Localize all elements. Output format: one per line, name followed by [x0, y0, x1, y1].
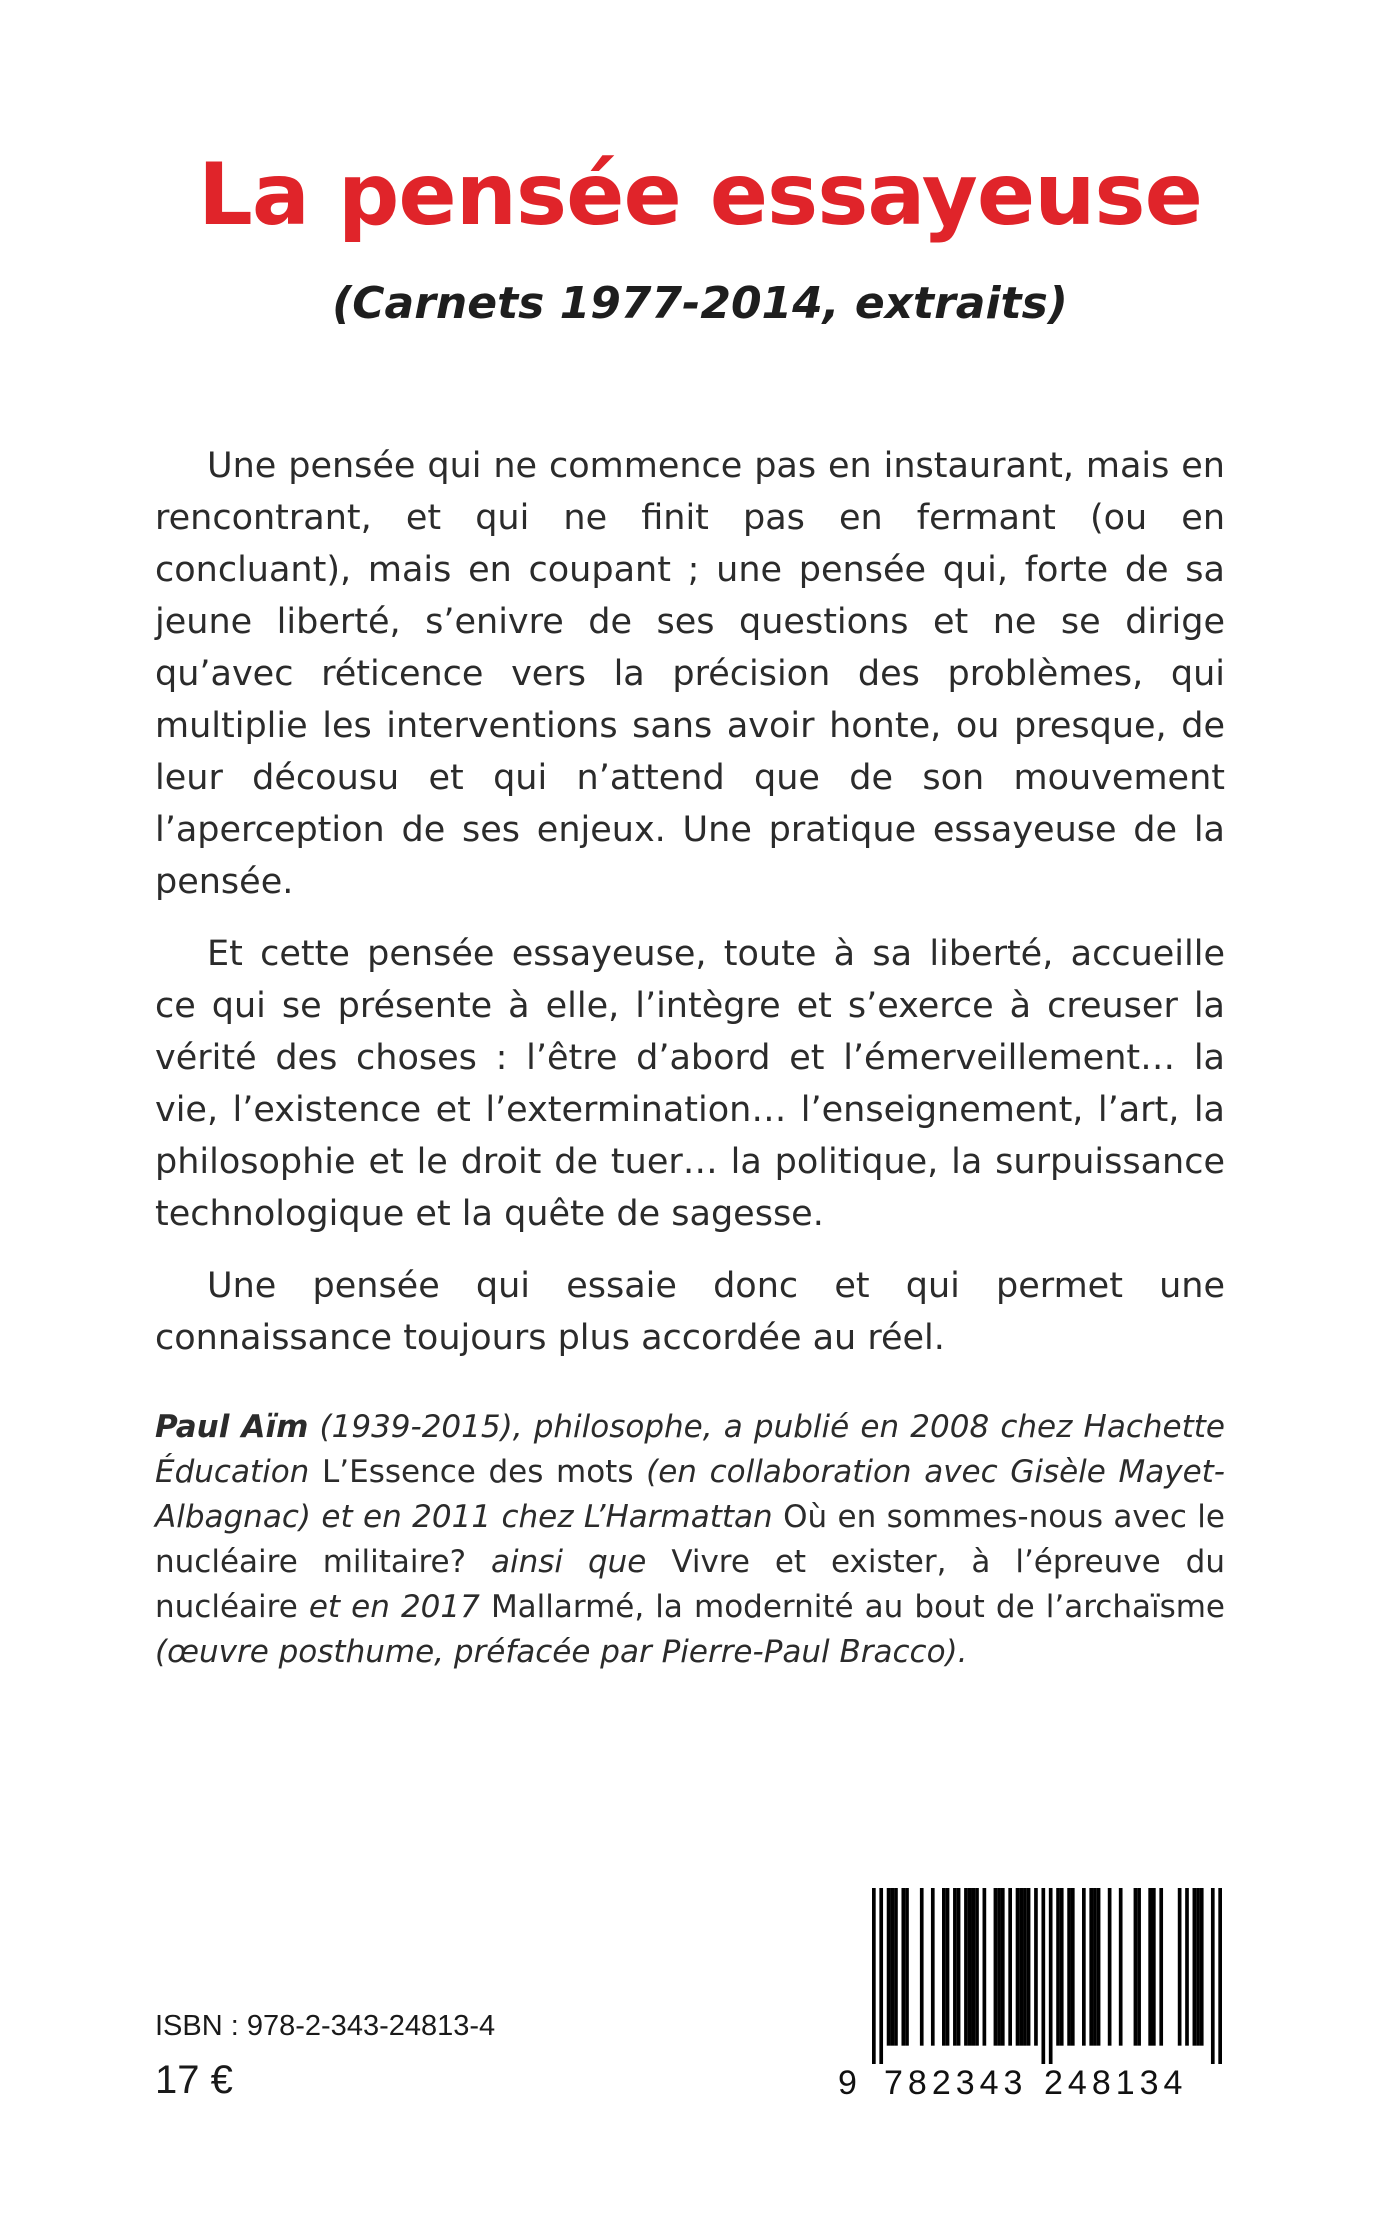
barcode-bars: [872, 1888, 1222, 2064]
barcode-left-digits: 782343: [884, 2064, 1028, 2102]
barcode-bar: [1211, 1888, 1215, 2064]
barcode-bar: [1196, 1888, 1200, 2046]
barcode-bar: [920, 1888, 924, 2046]
barcode-bar: [953, 1888, 957, 2046]
barcode-bar: [1152, 1888, 1156, 2046]
barcode-bar: [1008, 1888, 1012, 2046]
barcode-bar: [1056, 1888, 1060, 2046]
price-label: 17 €: [155, 2058, 233, 2102]
barcode-bar: [1027, 1888, 1031, 2046]
book-reference: Vivre et exister, à l’épreuve du nucléaire: [155, 1544, 1226, 1625]
barcode-bar: [872, 1888, 876, 2064]
barcode-bar: [1016, 1888, 1020, 2046]
barcode-bar: [901, 1888, 905, 2046]
summary-paragraph: Une pensée qui ne commence pas en instaurant, mais en rencontrant, et qui ne finit pas en fermant (ou en concluant), mais en coupant ; une pensée qui, forte de sa jeune liberté, s’enivre de ses questions et ne se dirige qu’avec réticence vers la précision des problèmes, qui multiplie les interventions sans avoir honte, ou presque, de leur décousu et qui n’attend que de son mouvement l’aperception de ses enjeux. Une pratique essayeuse de la pensée.: [155, 446, 1225, 902]
barcode-bar: [1137, 1888, 1141, 2046]
barcode-bar: [905, 1888, 909, 2046]
barcode-bar: [1108, 1888, 1112, 2046]
summary-paragraph: Une pensée qui essaie donc et qui permet une connaissance toujours plus accordée au réel.: [155, 1266, 1225, 1358]
author-name: Paul Aïm: [155, 1409, 309, 1445]
summary-text: [155, 440, 1225, 1384]
barcode-bar: [946, 1888, 950, 2046]
bio-text: (œuvre posthume, préfacée par Pierre-Paul Bracco).: [155, 1634, 968, 1670]
book-reference: Mallarmé, la modernité au bout de l’archaïsme: [490, 1589, 1225, 1625]
barcode-bar: [957, 1888, 961, 2046]
barcode-bar: [1134, 1888, 1138, 2046]
barcode-digits: [832, 2060, 1222, 2106]
bio-text: (1939-2015), philosophe, a publié en 2008 chez Hachette Éducation: [155, 1409, 1225, 1490]
barcode-bar: [983, 1888, 987, 2046]
barcode-bar: [1089, 1888, 1093, 2046]
summary-paragraph: Et cette pensée essayeuse, toute à sa liberté, accueille ce qui se présente à elle, l’intègre et s’exerce à creuser la vérité des choses : l’être d’abord et l’émerveillement… la vie, l’existence et l’extermination… l’enseignement, l’art, la philosophie et le droit de tuer… la politique, la surpuissance technologique et la quête de sagesse.: [155, 934, 1225, 1234]
barcode-bar: [997, 1888, 1001, 2046]
barcode-bar: [1082, 1888, 1086, 2046]
barcode-bar: [971, 1888, 975, 2046]
isbn-label: ISBN : 978-2-343-24813-4: [155, 2010, 496, 2042]
barcode-bar: [890, 1888, 894, 2046]
book-title: La pensée essayeuse: [198, 145, 1202, 245]
barcode-bar: [1148, 1888, 1152, 2046]
barcode-bar: [1041, 1888, 1045, 2064]
book-reference: Où en sommes-nous avec le nucléaire militaire?: [155, 1499, 1225, 1580]
barcode-bar: [887, 1888, 891, 2046]
barcode-bar: [1034, 1888, 1038, 2046]
barcode-bar: [1159, 1888, 1163, 2046]
barcode-bar: [942, 1888, 946, 2046]
barcode-bar: [1049, 1888, 1053, 2064]
barcode-bar: [879, 1888, 883, 2064]
barcode-bar: [1023, 1888, 1027, 2046]
barcode-right-digits: 248134: [1044, 2064, 1188, 2102]
barcode-bar: [931, 1888, 935, 2046]
bio-text: et en 2017: [297, 1589, 491, 1625]
barcode-bar: [968, 1888, 972, 2046]
barcode-bar: [894, 1888, 898, 2046]
bio-text: ainsi que: [466, 1544, 672, 1580]
barcode-bar: [1185, 1888, 1189, 2046]
barcode-bar: [1097, 1888, 1101, 2046]
barcode-bar: [1200, 1888, 1204, 2046]
barcode-bar: [1193, 1888, 1197, 2046]
barcode-bar: [1119, 1888, 1123, 2046]
barcode-first-digit: 9: [838, 2064, 857, 2102]
barcode-bar: [1060, 1888, 1064, 2046]
book-reference: L’Essence des mots: [321, 1454, 634, 1490]
book-subtitle: (Carnets 1977-2014, extraits): [332, 278, 1068, 329]
barcode-bar: [1071, 1888, 1075, 2046]
barcode-bar: [964, 1888, 968, 2046]
author-bio: [155, 1405, 1225, 1675]
barcode-bar: [1178, 1888, 1182, 2046]
barcode-bar: [1001, 1888, 1005, 2046]
bio-text: (en collaboration avec Gisèle Mayet-Albagnac) et en 2011 chez L’Harmattan: [155, 1454, 1225, 1535]
barcode-bar: [975, 1888, 979, 2046]
barcode: [832, 1888, 1222, 2106]
barcode-bar: [1019, 1888, 1023, 2046]
barcode-bar: [1067, 1888, 1071, 2046]
barcode-bar: [1218, 1888, 1222, 2064]
barcode-bar: [1093, 1888, 1097, 2046]
barcode-bar: [994, 1888, 998, 2046]
